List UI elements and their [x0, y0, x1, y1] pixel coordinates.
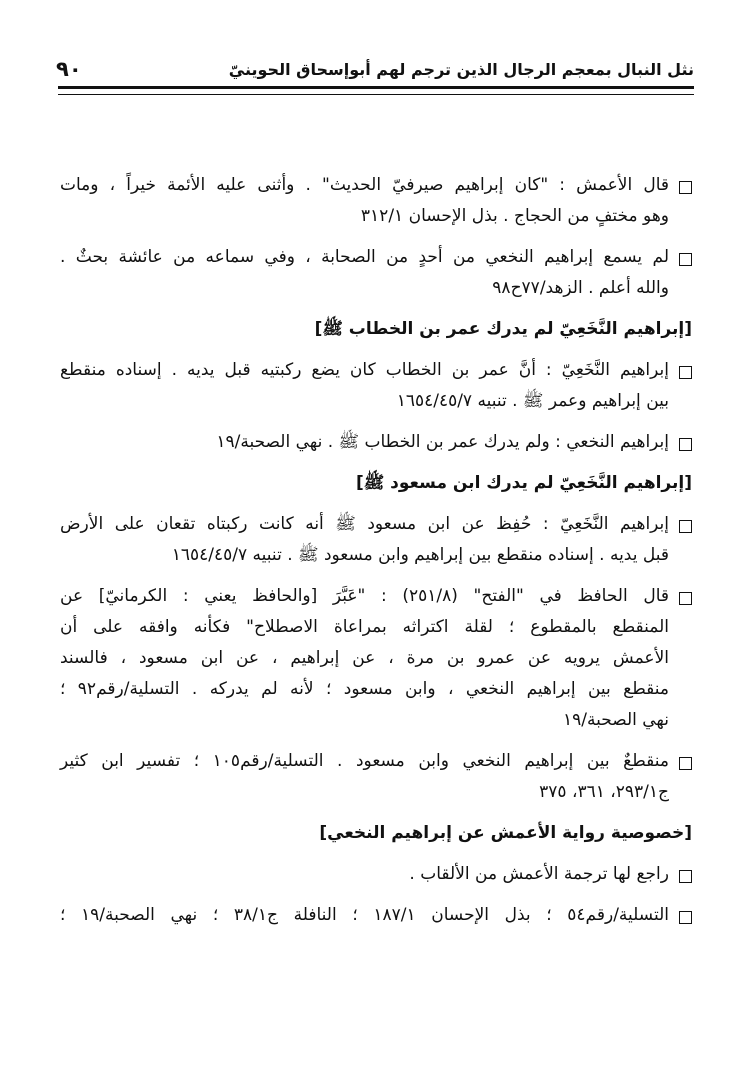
- entry-line: منقطعٌ بين إبراهيم النخعي وابن مسعود . التسلية/رقم١٠٥ ؛ تفسير ابن كثير: [60, 751, 670, 771]
- entry-line: بين إبراهيم وعمر ﷺ . تنبيه ١٦٥٤/٤٥/٧: [396, 391, 669, 411]
- entry-line: ج٢٩٣/١، ٣٦١، ٣٧٥: [539, 782, 669, 802]
- checkbox-bullet-icon: [679, 181, 692, 194]
- section-heading: [خصوصية رواية الأعمش عن إبراهيم النخعي]: [319, 823, 692, 843]
- list-item: [60, 581, 692, 736]
- header-rule-thin: [58, 94, 694, 95]
- running-title: نثل النبال بمعجم الرجال الذين ترجم لهم أبوإسحاق الحوينيّ: [228, 59, 694, 79]
- main-content: [60, 166, 692, 931]
- checkbox-bullet-icon: [679, 757, 692, 770]
- entry-line: إبراهيم النَّخَعِيّ : أنَّ عمر بن الخطاب كان يضع ركبتيه قبل يديه . إسناده منقطع: [60, 360, 669, 380]
- entry-line: لم يسمع إبراهيم النخعي من أحدٍ من الصحابة ، وفي سماعه من عائشة بحثٌ .: [60, 247, 669, 267]
- list-item: [60, 170, 692, 232]
- entry-line: قال الأعمش : "كان إبراهيم صيرفيّ الحديث" . وأثنى عليه الأئمة خيراً ، ومات: [60, 175, 669, 195]
- list-item: [60, 859, 692, 890]
- page-number: ٩٠: [56, 57, 82, 81]
- entry-line: التسلية/رقم٥٤ ؛ بذل الإحسان ١٨٧/١ ؛ النافلة ج٣٨/١ ؛ نهي الصحبة/١٩ ؛: [60, 905, 669, 925]
- entry-line: الأعمش يرويه عن عمرو بن مرة ، عن إبراهيم ، عن ابن مسعود ، فالسند: [60, 648, 669, 668]
- list-item: [60, 427, 692, 458]
- checkbox-bullet-icon: [679, 438, 692, 451]
- section-heading: [إبراهيم النَّخَعِيّ لم يدرك عمر بن الخطاب ﷺ]: [314, 319, 692, 339]
- entry-line: منقطع بين إبراهيم النخعي ، وابن مسعود ؛ لأنه لم يدركه . التسلية/رقم٩٢ ؛: [60, 679, 669, 699]
- checkbox-bullet-icon: [679, 592, 692, 605]
- checkbox-bullet-icon: [679, 366, 692, 379]
- entry-line: إبراهيم النخعي : ولم يدرك عمر بن الخطاب ﷺ . نهي الصحبة/١٩: [216, 432, 669, 452]
- entry-line: قبل يديه . إسناده منقطع بين إبراهيم وابن مسعود ﷺ . تنبيه ١٦٥٤/٤٥/٧: [171, 545, 669, 565]
- checkbox-bullet-icon: [679, 520, 692, 533]
- page-header: [56, 54, 694, 84]
- header-rule-thick: [58, 86, 694, 89]
- entry-line: قال الحافظ في "الفتح" (٢٥١/٨) : "عَبَّرَ [والحافظ يعني : الكرمانيّ] عن: [60, 586, 669, 606]
- entry-line: إبراهيم النَّخَعِيّ : حُفِظ عن ابن مسعود ﷺ أنه كانت ركبتاه تقعان على الأرض: [60, 514, 669, 534]
- list-item: [60, 355, 692, 417]
- entry-line: راجع لها ترجمة الأعمش من الألقاب .: [409, 864, 669, 884]
- entry-line: والله أعلم . الزهد/٧٧ح٩٨: [492, 278, 669, 298]
- entry-line: المنقطع بالمقطوع ؛ لقلة اكتراثه بمراعاة الاصطلاح" فكأنه وافقه على أن: [60, 617, 669, 637]
- list-item: [60, 242, 692, 304]
- entry-line: نهي الصحبة/١٩: [563, 710, 669, 730]
- list-item: [60, 746, 692, 808]
- list-item: [60, 509, 692, 571]
- checkbox-bullet-icon: [679, 253, 692, 266]
- checkbox-bullet-icon: [679, 870, 692, 883]
- section-heading: [إبراهيم النَّخَعِيّ لم يدرك ابن مسعود ﷺ]: [355, 473, 692, 493]
- entry-line: وهو مختفٍ من الحجاج . بذل الإحسان ٣١٢/١: [360, 206, 669, 226]
- checkbox-bullet-icon: [679, 911, 692, 924]
- list-item: [60, 900, 692, 931]
